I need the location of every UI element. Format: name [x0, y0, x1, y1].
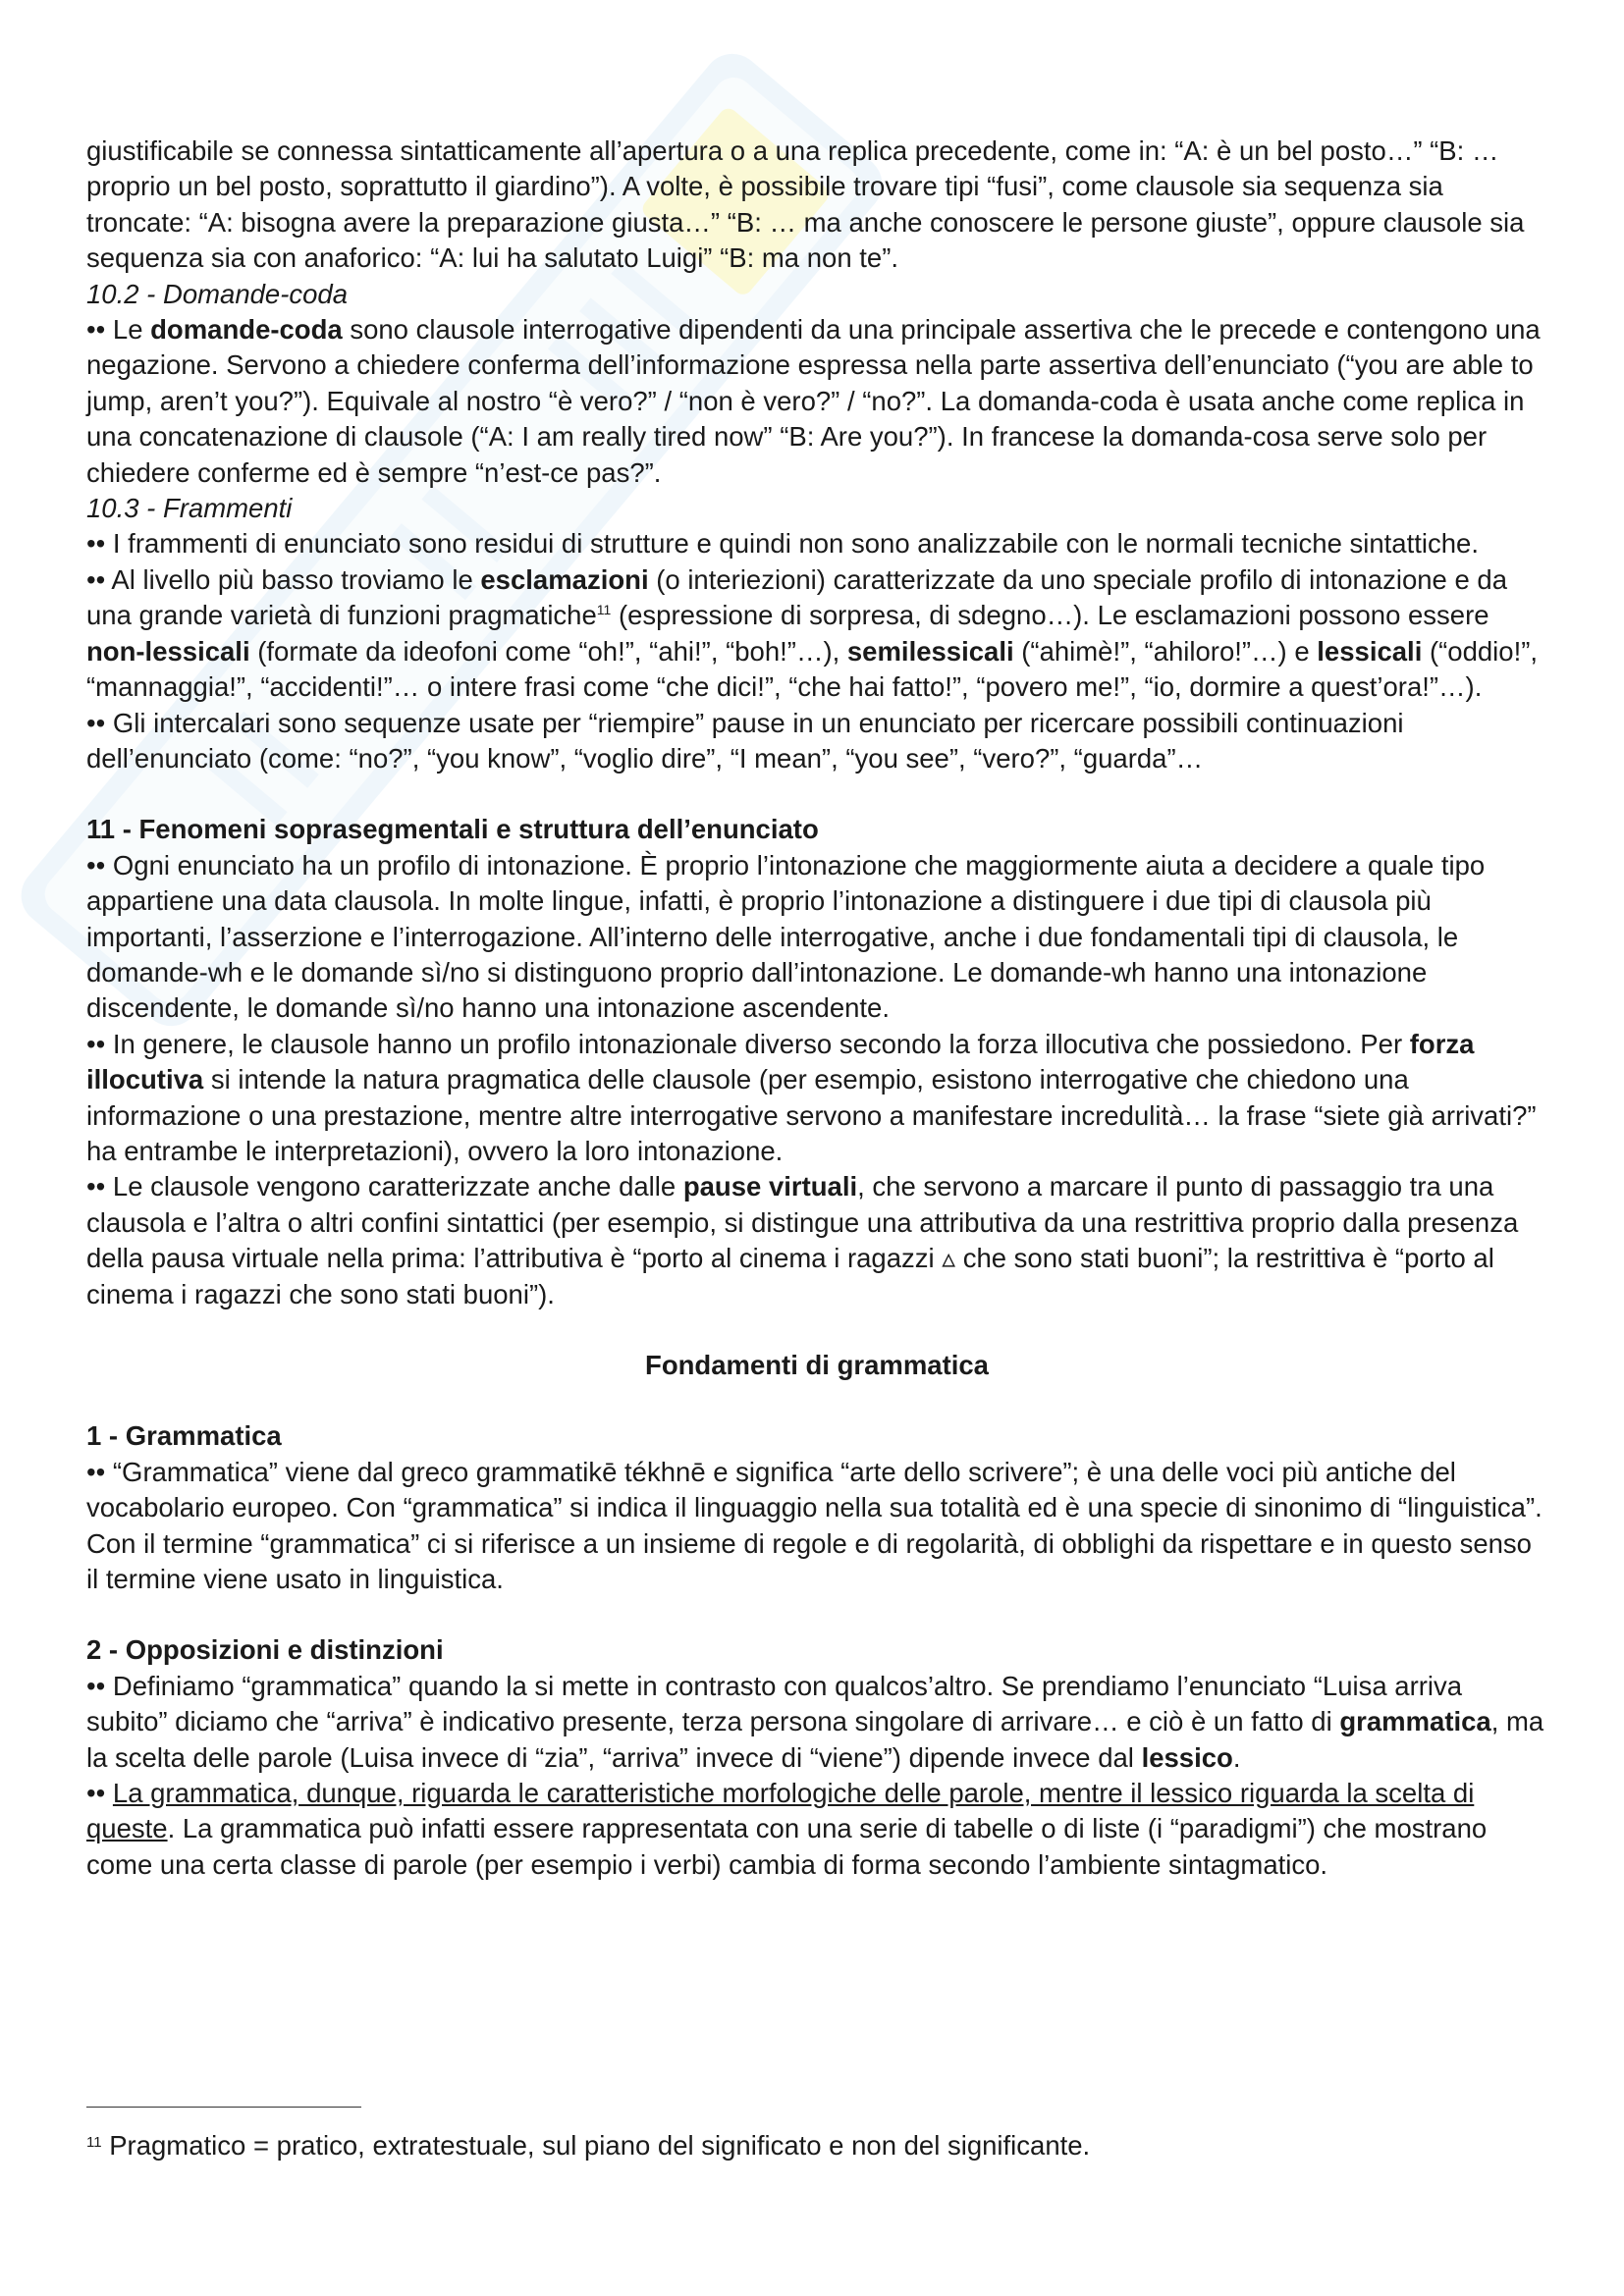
paragraph: [86, 1776, 1547, 1883]
text-run: (espressione di sorpresa, di sdegno…). Le esclamazioni possono essere: [611, 600, 1489, 631]
paragraph: [86, 1669, 1547, 1776]
section-gap: [86, 1383, 1547, 1418]
text-run: (“oddio!”, “mannaggia!”, “accidenti!”… o intere frasi come “che dici!”, “che hai fatto!”, “povero me!”, “io, dormire a quest’ora!”…).: [86, 635, 1539, 703]
paragraph: [86, 848, 1547, 1027]
bold-term: pause virtuali: [682, 1171, 858, 1202]
bold-term: semilessicali: [846, 635, 1014, 667]
text-run: ••: [86, 1778, 113, 1809]
text-run: •• Definiamo “grammatica” quando la si mette in contrasto con qualcos’altro. Se prendiamo l’enunciato “Luisa arriva subito” diciamo che “arriva” è indicativo presente, terza persona singolare di arrivare… e ciò è un fatto di: [86, 1670, 1463, 1737]
footnote: [86, 2128, 1540, 2163]
text-run: . La grammatica può infatti essere rappresentata con una serie di tabelle o di liste (i “paradigmi”) che mostrano come una certa classe di parole (per esempio i verbi) cambia di forma secondo l’ambiente sintagmatico.: [86, 1813, 1488, 1880]
bold-term: domande-coda: [150, 314, 343, 346]
footnote-text: Pragmatico = pratico, extratestuale, sul piano del significato e non del significante.: [101, 2130, 1091, 2161]
bold-term: lessicali: [1317, 635, 1423, 667]
bold-term: grammatica: [1339, 1706, 1491, 1737]
subsection-heading: [86, 491, 1547, 526]
paragraph: [86, 526, 1547, 561]
paragraph: [86, 312, 1547, 491]
text-run: , ma la scelta delle parole (Luisa invece di “zia”, “arriva” invece di “viene”) dipende invece dal: [86, 1706, 1544, 1773]
text-run: 1 - Grammatica: [86, 1420, 282, 1452]
text-run: 11 - Fenomeni soprasegmentali e struttura dell’enunciato: [86, 814, 819, 845]
paragraph: [86, 1169, 1547, 1312]
bold-term: lessico: [1141, 1741, 1233, 1773]
text-run: •• Gli intercalari sono sequenze usate per “riempire” pause in un enunciato per ricercare possibili continuazioni dell’enunciato (come: “no?”, “you know”, “voglio dire”, “I mean”, “you see”, “vero?”, “guarda”…: [86, 707, 1404, 774]
text-run: 10.3 - Frammenti: [86, 493, 293, 524]
text-run: (formate da ideofoni come “oh!”, “ahi!”, “boh!”…),: [249, 635, 847, 667]
section-heading: [86, 1418, 1547, 1454]
bold-term: esclamazioni: [480, 563, 649, 595]
text-run: giustificabile se connessa sintatticamente all’apertura o a una replica precedente, come in: “A: è un bel posto…” “B: … proprio un bel posto, soprattutto il giardino”). A volte, è possibile trovare tipi “fusi”, come clausole sia sequenza sia troncate: “A: bisogna avere la preparazione giusta…” “B: … ma anche conoscere le persone giuste”, oppure clausole sia sequenza sia con anaforico: “A: lui ha salutato Luigi” “B: ma non te”.: [86, 135, 1525, 274]
footnote-ref: 11: [596, 602, 612, 618]
text-run: •• Al livello più basso troviamo le: [86, 563, 481, 595]
text-run: 10.2 - Domande-coda: [86, 278, 348, 309]
bold-term: non-lessicali: [86, 635, 250, 667]
text-run: •• In genere, le clausole hanno un profilo intonazionale diverso secondo la forza illocutiva che possiedono. Per: [86, 1028, 1410, 1059]
paragraph: [86, 1027, 1547, 1170]
text-run: Fondamenti di grammatica: [645, 1350, 989, 1380]
text-run: 2 - Opposizioni e distinzioni: [86, 1634, 444, 1666]
section-gap: [86, 1597, 1547, 1632]
text-run: •• Ogni enunciato ha un profilo di intonazione. È proprio l’intonazione che maggiormente aiuta a decidere a quale tipo appartiene una data clausola. In molte lingue, infatti, è proprio l’intonazione a distinguere i due tipi di clausola più importanti, l’asserzione e l’interrogazione. All’interno delle interrogative, anche i due fondamentali tipi di clausola, le domande-wh e le domande sì/no si distinguono proprio dall’intonazione. Le domande-wh hanno una intonazione discendente, le domande sì/no hanno una intonazione ascendente.: [86, 849, 1486, 1024]
text-run: sono clausole interrogative dipendenti da una principale assertiva che le precede e contengono una negazione. Servono a chiedere conferma dell’informazione espressa nella parte assertiva dell’enunciato (“you are able to jump, aren’t you?”). Equivale al nostro “è vero?” / “non è vero?” / “no?”. La domanda-coda è usata anche come replica in una concatenazione di clausole (“A: I am really tired now” “B: Are you?”). In francese la domanda-cosa serve solo per chiedere conferme ed è sempre “n’est-ce pas?”.: [86, 314, 1541, 488]
footnote-number: 11: [86, 2134, 102, 2151]
text-run: , che servono a marcare il punto di passaggio tra una clausola e l’altra o altri confini sintattici (per esempio, si distingue una attributiva da una restrittiva proprio dalla presenza della pausa virtuale nella prima: l’attributiva è “porto al cinema i ragazzi ▵ che sono stati buoni”; la restrittiva è “porto al cinema i ragazzi che sono stati buoni”).: [86, 1171, 1519, 1309]
paragraph: [86, 706, 1547, 777]
text-run: •• I frammenti di enunciato sono residui di strutture e quindi non sono analizzabile con le normali tecniche sintattiche.: [86, 528, 1479, 560]
subsection-heading: [86, 277, 1547, 312]
text-run: (“ahimè!”, “ahiloro!”…) e: [1013, 635, 1318, 667]
text-run: •• Le clausole vengono caratterizzate anche dalle: [86, 1171, 683, 1202]
text-run: •• “Grammatica” viene dal greco grammatikē tékhnē e significa “arte dello scrivere”; è una delle voci più antiche del vocabolario europeo. Con “grammatica” si indica il linguaggio nella sua totalità ed è una specie di sinonimo di “linguistica”. Con il termine “grammatica” ci si riferisce a un insieme di regole e di regolarità, di obblighi da rispettare e in questo senso il termine viene usato in linguistica.: [86, 1456, 1543, 1595]
bold-term: forza illocutiva: [86, 1028, 1475, 1095]
paragraph: [86, 133, 1547, 277]
section-gap: [86, 776, 1547, 812]
section-heading: [86, 812, 1547, 847]
underlined-text: La grammatica, dunque, riguarda le caratteristiche morfologiche delle parole, mentre il lessico riguarda la scelta di queste: [86, 1778, 1475, 1844]
section-heading: [86, 1632, 1547, 1668]
footnote-divider: [86, 2107, 361, 2108]
paragraph: [86, 1455, 1547, 1598]
page-title: [86, 1348, 1547, 1383]
document-body: [86, 133, 1547, 1883]
text-run: (o interiezioni) caratterizzate da uno speciale profilo di intonazione e da una grande varietà di funzioni pragmatiche: [86, 563, 1507, 631]
section-gap: [86, 1312, 1547, 1348]
text-run: si intende la natura pragmatica delle clausole (per esempio, esistono interrogative che chiedono una informazione o una prestazione, mentre altre interrogative servono a manifestare incredulità… la frase “siete già arrivati?” ha entrambe le interpretazioni), ovvero la loro intonazione.: [86, 1064, 1537, 1166]
text-run: •• Le: [86, 314, 151, 346]
paragraph: [86, 562, 1547, 706]
text-run: .: [1232, 1741, 1241, 1773]
